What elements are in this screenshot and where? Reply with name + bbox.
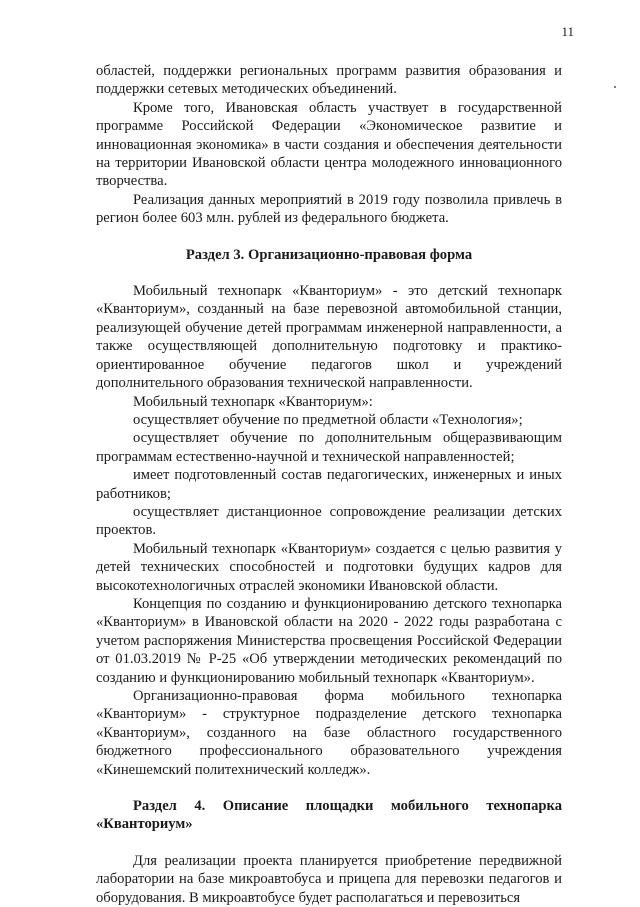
intro-paragraph-2: Кроме того, Ивановская область участвует в государственной программе Российской Федерации «Экономическое развитие и инновационная экономика» в части создания и обеспечения деятельности на территории Ивановской области центра молодежного инновационного творчества. (96, 99, 562, 190)
section-3-heading: Раздел 3. Организационно-правовая форма (185, 246, 473, 263)
section-3-paragraph-9: Организационно-правовая форма мобильного технопарка «Кванториум» - структурное подразделение детского технопарка «Кванториум», созданного на базе областного государственного бюджетного профессионального образовательного учреждения «Кинешемский политехнический колледж». (96, 688, 562, 778)
section-3-paragraph-1: Мобильный технопарк «Кванториум» - это детский технопарк «Кванториум», созданный на базе перевозной автомобильной станции, реализующей обучение детей программам инженерной направленности, а также осуществляющей дополнительную подготовку и практико-ориентированное обучение педагогов школ и учреждений дополнительного образования технической направленности. (96, 283, 562, 392)
section-3-list-item-4: осуществляет дистанционное сопровождение реализации детских проектов. (96, 503, 562, 539)
intro-paragraph-3: Реализация данных мероприятий в 2019 году позволила привлечь в регион более 603 млн. рублей из федерального бюджета. (96, 191, 562, 227)
section-3-list-item-3: имеет подготовленный состав педагогических, инженерных и иных работников; (96, 467, 562, 502)
scan-speck (614, 86, 616, 88)
page-body (96, 62, 562, 907)
section-4-paragraph-1: Для реализации проекта планируется приобретение передвижной лаборатории на базе микроавтобуса и прицепа для перевозки педагогов и оборудования. В микроавтобусе будет располагаться и перевозиться (96, 852, 562, 906)
section-3-list-item-1: осуществляет обучение по предметной области «Технология»; (133, 411, 523, 428)
intro-paragraph-1: областей, поддержки региональных программ развития образования и поддержки сетевых методических объединений. (96, 63, 562, 98)
section-3-paragraph-2: Мобильный технопарк «Кванториум»: (133, 393, 373, 410)
section-3-paragraph-7: Мобильный технопарк «Кванториум» создается с целью развития у детей технических способностей и подготовки будущих кадров для высокотехнологичных отраслей экономики Ивановской области. (96, 540, 562, 594)
section-3-list-item-2: осуществляет обучение по дополнительным общеразвивающим программам естественно-научной и технической направленностей; (96, 430, 562, 465)
section-4-heading: Раздел 4. Описание площадки мобильного технопарка «Кванториум» (96, 798, 562, 833)
page-number: 11 (561, 24, 574, 39)
section-3-paragraph-8: Концепция по созданию и функционированию детского технопарка «Кванториум» в Ивановской области на 2020 - 2022 годы разработана с учетом распоряжения Министерства просвещения Российской Федерации от 01.03.2019 № Р-25 «Об утверждении методических рекомендаций по созданию и функционированию мобильный технопарк «Кванториум». (96, 595, 562, 686)
